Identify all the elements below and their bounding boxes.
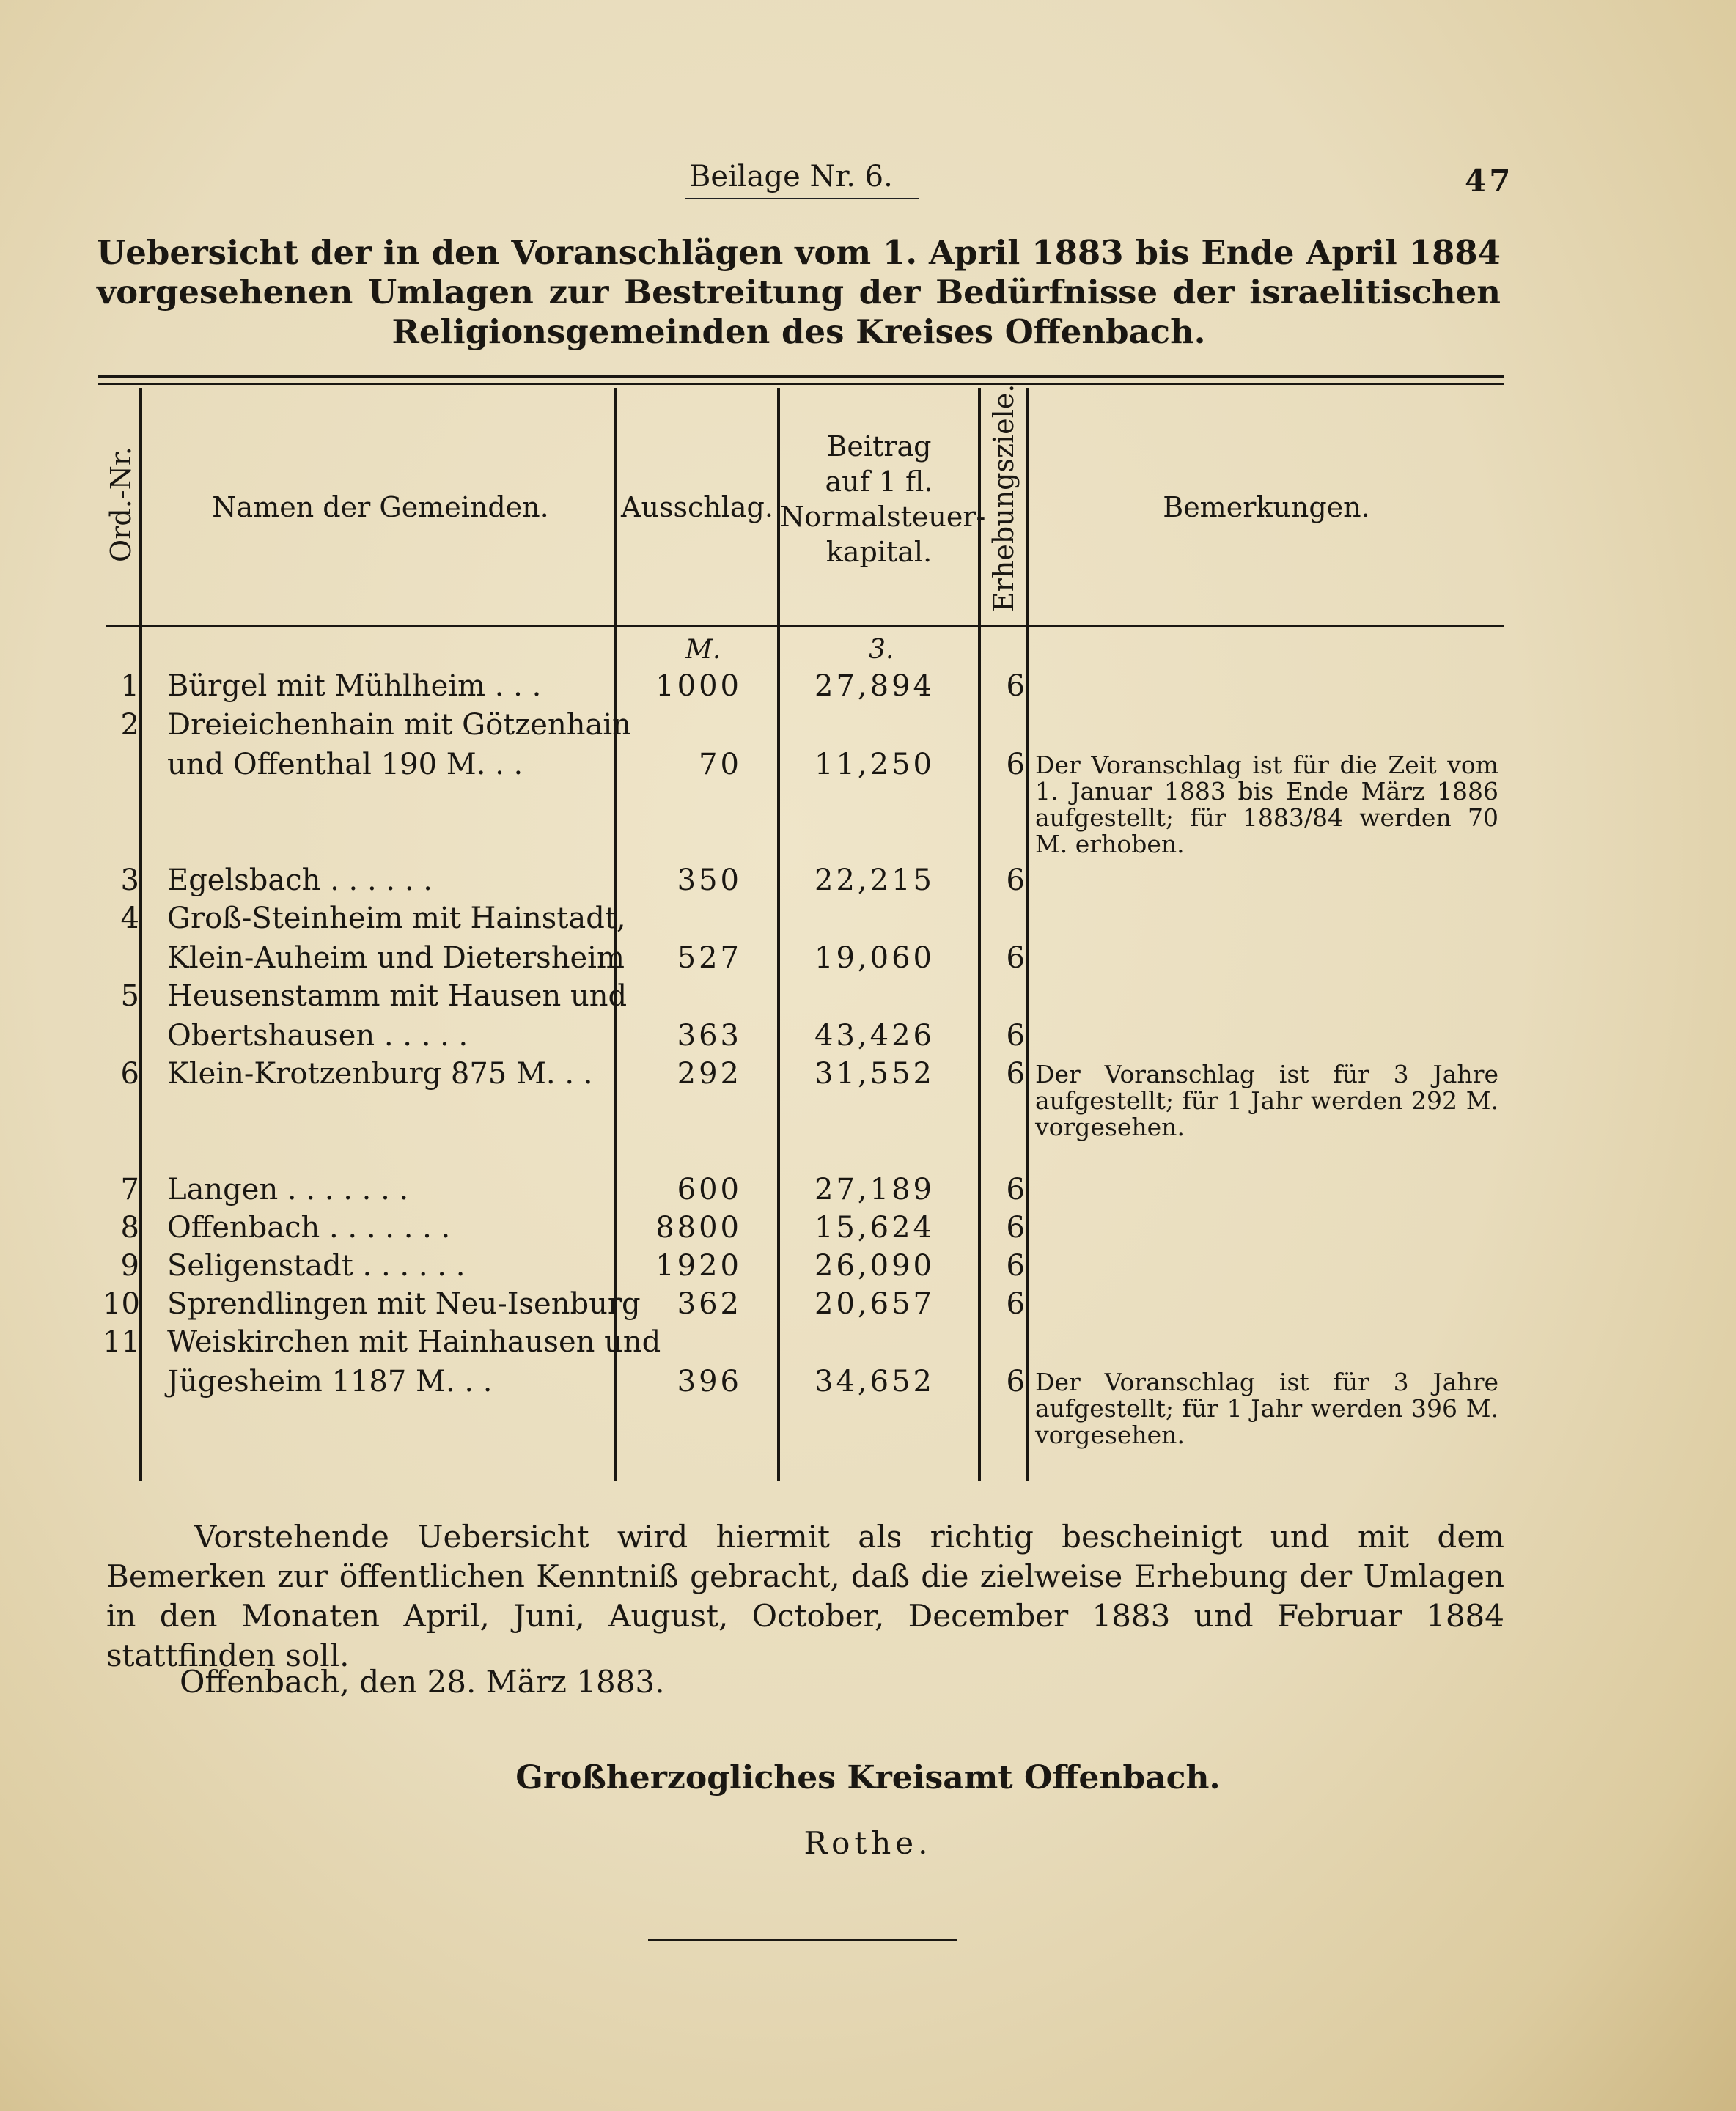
row-nr: 10: [103, 1287, 140, 1321]
header-underline: [685, 198, 919, 199]
row-nr: 1: [120, 669, 139, 703]
header-beitrag-line3: Normalsteuer-: [780, 501, 986, 533]
row-ziele: 6: [1006, 863, 1025, 897]
row-nr: 8: [120, 1211, 139, 1245]
row-nr: 9: [120, 1249, 139, 1283]
row-beitrag: 26,090: [814, 1249, 935, 1283]
row-ziele: 6: [1006, 669, 1025, 703]
header-beitrag-line2: auf 1 fl.: [825, 465, 933, 498]
row-name: Weiskirchen mit Hainhausen und: [167, 1325, 661, 1359]
row-nr: 6: [120, 1057, 139, 1091]
row-nr: 5: [120, 979, 139, 1013]
row-beitrag: 27,894: [814, 669, 935, 703]
row-note: Der Voranschlag ist für die Zeit vom 1. Januar 1883 bis Ende März 1886 aufgestellt; für 1883/84 werden 70 M. erhoben.: [1035, 751, 1498, 858]
row-name-cont: Klein-Auheim und Dietersheim: [167, 941, 625, 975]
header-beitrag-line1: Beitrag: [826, 430, 932, 463]
row-ausschlag: 292: [677, 1057, 742, 1091]
issuing-office: Großherzogliches Kreisamt Offenbach.: [515, 1759, 1221, 1797]
row-ziele: 6: [1006, 1287, 1025, 1321]
row-ziele: 6: [1006, 1057, 1025, 1091]
row-beitrag: 27,189: [814, 1173, 935, 1206]
certification-paragraph: Vorstehende Uebersicht wird hiermit als richtig bescheinigt und mit dem Bemerken zur öffentlichen Kenntniß gebracht, daß die zielweise Erhebung der Umlagen in den Monaten April, Juni, August, October, December 1883 und Februar 1884 stattfinden soll.: [106, 1519, 1504, 1673]
page-number: 47: [1465, 163, 1514, 199]
header-erhebungsziele: Erhebungsziele.: [987, 383, 1020, 612]
row-ziele: 6: [1006, 748, 1025, 781]
column-divider-ziele: [1026, 388, 1029, 1481]
row-beitrag: 43,426: [814, 1019, 935, 1053]
table-top-rule: [98, 375, 1504, 378]
row-nr: 11: [103, 1325, 140, 1359]
header-namen: Namen der Gemeinden.: [212, 491, 549, 523]
row-ausschlag: 527: [677, 941, 742, 975]
row-ausschlag: 1920: [655, 1249, 742, 1283]
row-name: Groß-Steinheim mit Hainstadt,: [167, 902, 626, 935]
row-note: Der Voranschlag ist für 3 Jahre aufgestellt; für 1 Jahr werden 396 M. vorgesehen.: [1035, 1368, 1498, 1449]
row-name: Dreieichenhain mit Götzenhain: [167, 708, 631, 742]
row-name: Sprendlingen mit Neu-Isenburg: [167, 1287, 641, 1321]
row-name: Offenbach . . . . . . .: [167, 1211, 451, 1245]
row-name-cont: und Offenthal 190 M. . .: [167, 748, 523, 781]
row-beitrag: 19,060: [814, 941, 935, 975]
row-name: Seligenstadt . . . . . .: [167, 1249, 466, 1283]
row-name: Klein-Krotzenburg 875 M. . .: [167, 1057, 593, 1091]
row-ausschlag: 70: [699, 748, 742, 781]
row-ziele: 6: [1006, 1365, 1025, 1399]
row-name-cont: Jügesheim 1187 M. . .: [167, 1365, 493, 1399]
row-name: Heusenstamm mit Hausen und: [167, 979, 628, 1013]
dateline: Offenbach, den 28. März 1883.: [180, 1664, 665, 1700]
row-nr: 3: [120, 863, 139, 897]
header-ord-nr: Ord.-Nr.: [105, 446, 137, 562]
row-ziele: 6: [1006, 1019, 1025, 1053]
row-nr: 4: [120, 902, 139, 935]
row-ausschlag: 8800: [655, 1211, 742, 1245]
table-header-rule: [106, 625, 1504, 627]
row-note: Der Voranschlag ist für 3 Jahre aufgestellt; für 1 Jahr werden 292 M. vorgesehen.: [1035, 1060, 1498, 1141]
row-ziele: 6: [1006, 1249, 1025, 1283]
row-ausschlag: 362: [677, 1287, 742, 1321]
row-name-cont: Obertshausen . . . . .: [167, 1019, 468, 1053]
signature: Rothe.: [803, 1825, 933, 1861]
running-header: Beilage Nr. 6.: [689, 160, 893, 194]
header-beitrag-line4: kapital.: [825, 536, 933, 568]
row-name: Egelsbach . . . . . .: [167, 863, 433, 897]
row-ausschlag: 363: [677, 1019, 742, 1053]
row-ausschlag: 600: [677, 1173, 742, 1206]
row-ausschlag: 350: [677, 863, 742, 897]
unit-pfennig: 3.: [869, 635, 894, 665]
row-ziele: 6: [1006, 1211, 1025, 1245]
row-name: Langen . . . . . . .: [167, 1173, 409, 1206]
row-beitrag: 15,624: [814, 1211, 935, 1245]
row-beitrag: 34,652: [814, 1365, 935, 1399]
row-ziele: 6: [1006, 941, 1025, 975]
header-bemerkungen: Bemerkungen.: [1163, 491, 1370, 523]
row-ziele: 6: [1006, 1173, 1025, 1206]
unit-mark: M.: [685, 635, 721, 665]
document-title: Uebersicht der in den Voranschlägen vom 1. April 1883 bis Ende April 1884 vorgesehenen Umlagen zur Bestreitung der Bedürfnisse der israelitischen Religionsgemeinden des Kreises Offenbach.: [97, 233, 1501, 351]
header-beitrag: [780, 429, 986, 570]
row-beitrag: 31,552: [814, 1057, 935, 1091]
row-nr: 7: [120, 1173, 139, 1206]
row-beitrag: 11,250: [814, 748, 935, 781]
row-ausschlag: 1000: [655, 669, 742, 703]
row-nr: 2: [120, 708, 139, 742]
row-beitrag: 22,215: [814, 863, 935, 897]
row-beitrag: 20,657: [814, 1287, 935, 1321]
row-name: Bürgel mit Mühlheim . . .: [167, 669, 542, 703]
row-ausschlag: 396: [677, 1365, 742, 1399]
closing-rule: [648, 1939, 957, 1941]
table-top-rule-thin: [98, 383, 1504, 385]
header-ausschlag: Ausschlag.: [621, 491, 773, 523]
